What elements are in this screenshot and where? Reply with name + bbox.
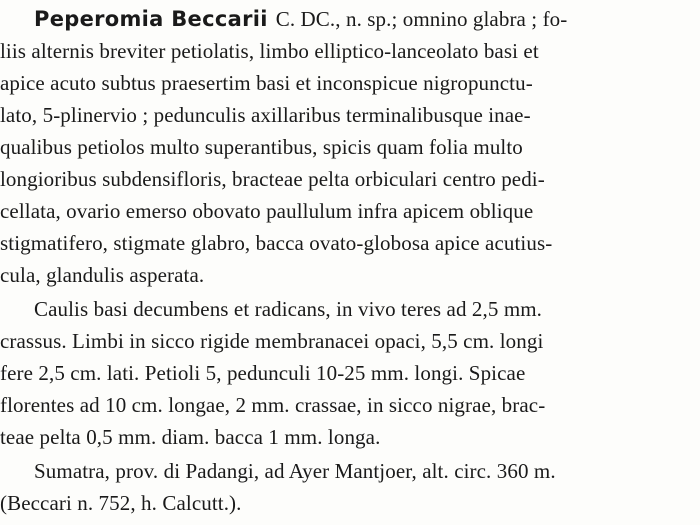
species-title: Peperomia Beccarii: [34, 7, 268, 31]
text-line-15: Sumatra, prov. di Padangi, ad Ayer Mantjoer, alt. circ. 360 m.: [34, 459, 556, 483]
text-line-11: crassus. Limbi in sicco rigide membranacei opaci, 5,5 cm. longi: [0, 329, 544, 353]
text-line-2: liis alternis breviter petiolatis, limbo elliptico-lanceolato basi et: [0, 39, 539, 63]
text-line-3: apice acuto subtus praesertim basi et inconspicue nigropunctu-: [0, 71, 533, 95]
text-line-6: longioribus subdensifloris, bracteae pelta orbiculari centro pedi-: [0, 167, 545, 191]
text-line-13: florentes ad 10 cm. longae, 2 mm. crassae, in sicco nigrae, brac-: [0, 393, 546, 417]
text-line-9: cula, glandulis asperata.: [0, 263, 205, 287]
species-heading-line: [34, 6, 567, 32]
text-line-10: Caulis basi decumbens et radicans, in vivo teres ad 2,5 mm.: [34, 297, 543, 321]
text-line-16: (Beccari n. 752, h. Calcutt.).: [0, 491, 242, 515]
text-line-8: stigmatifero, stigmate glabro, bacca ovato-globosa apice acutius-: [0, 231, 553, 255]
text-line-14: teae pelta 0,5 mm. diam. bacca 1 mm. longa.: [0, 425, 381, 449]
text-line-4: lato, 5-plinervio ; pedunculis axillaribus terminalibusque inae-: [0, 103, 531, 127]
text-line-7: cellata, ovario emerso obovato paullulum infra apicem oblique: [0, 199, 534, 223]
text-line-1: C. DC., n. sp.; omnino glabra ; fo-: [275, 7, 568, 31]
text-line-5: qualibus petiolos multo superantibus, spicis quam folia multo: [0, 135, 523, 159]
text-line-12: fere 2,5 cm. lati. Petioli 5, pedunculi 10-25 mm. longi. Spicae: [0, 361, 526, 385]
